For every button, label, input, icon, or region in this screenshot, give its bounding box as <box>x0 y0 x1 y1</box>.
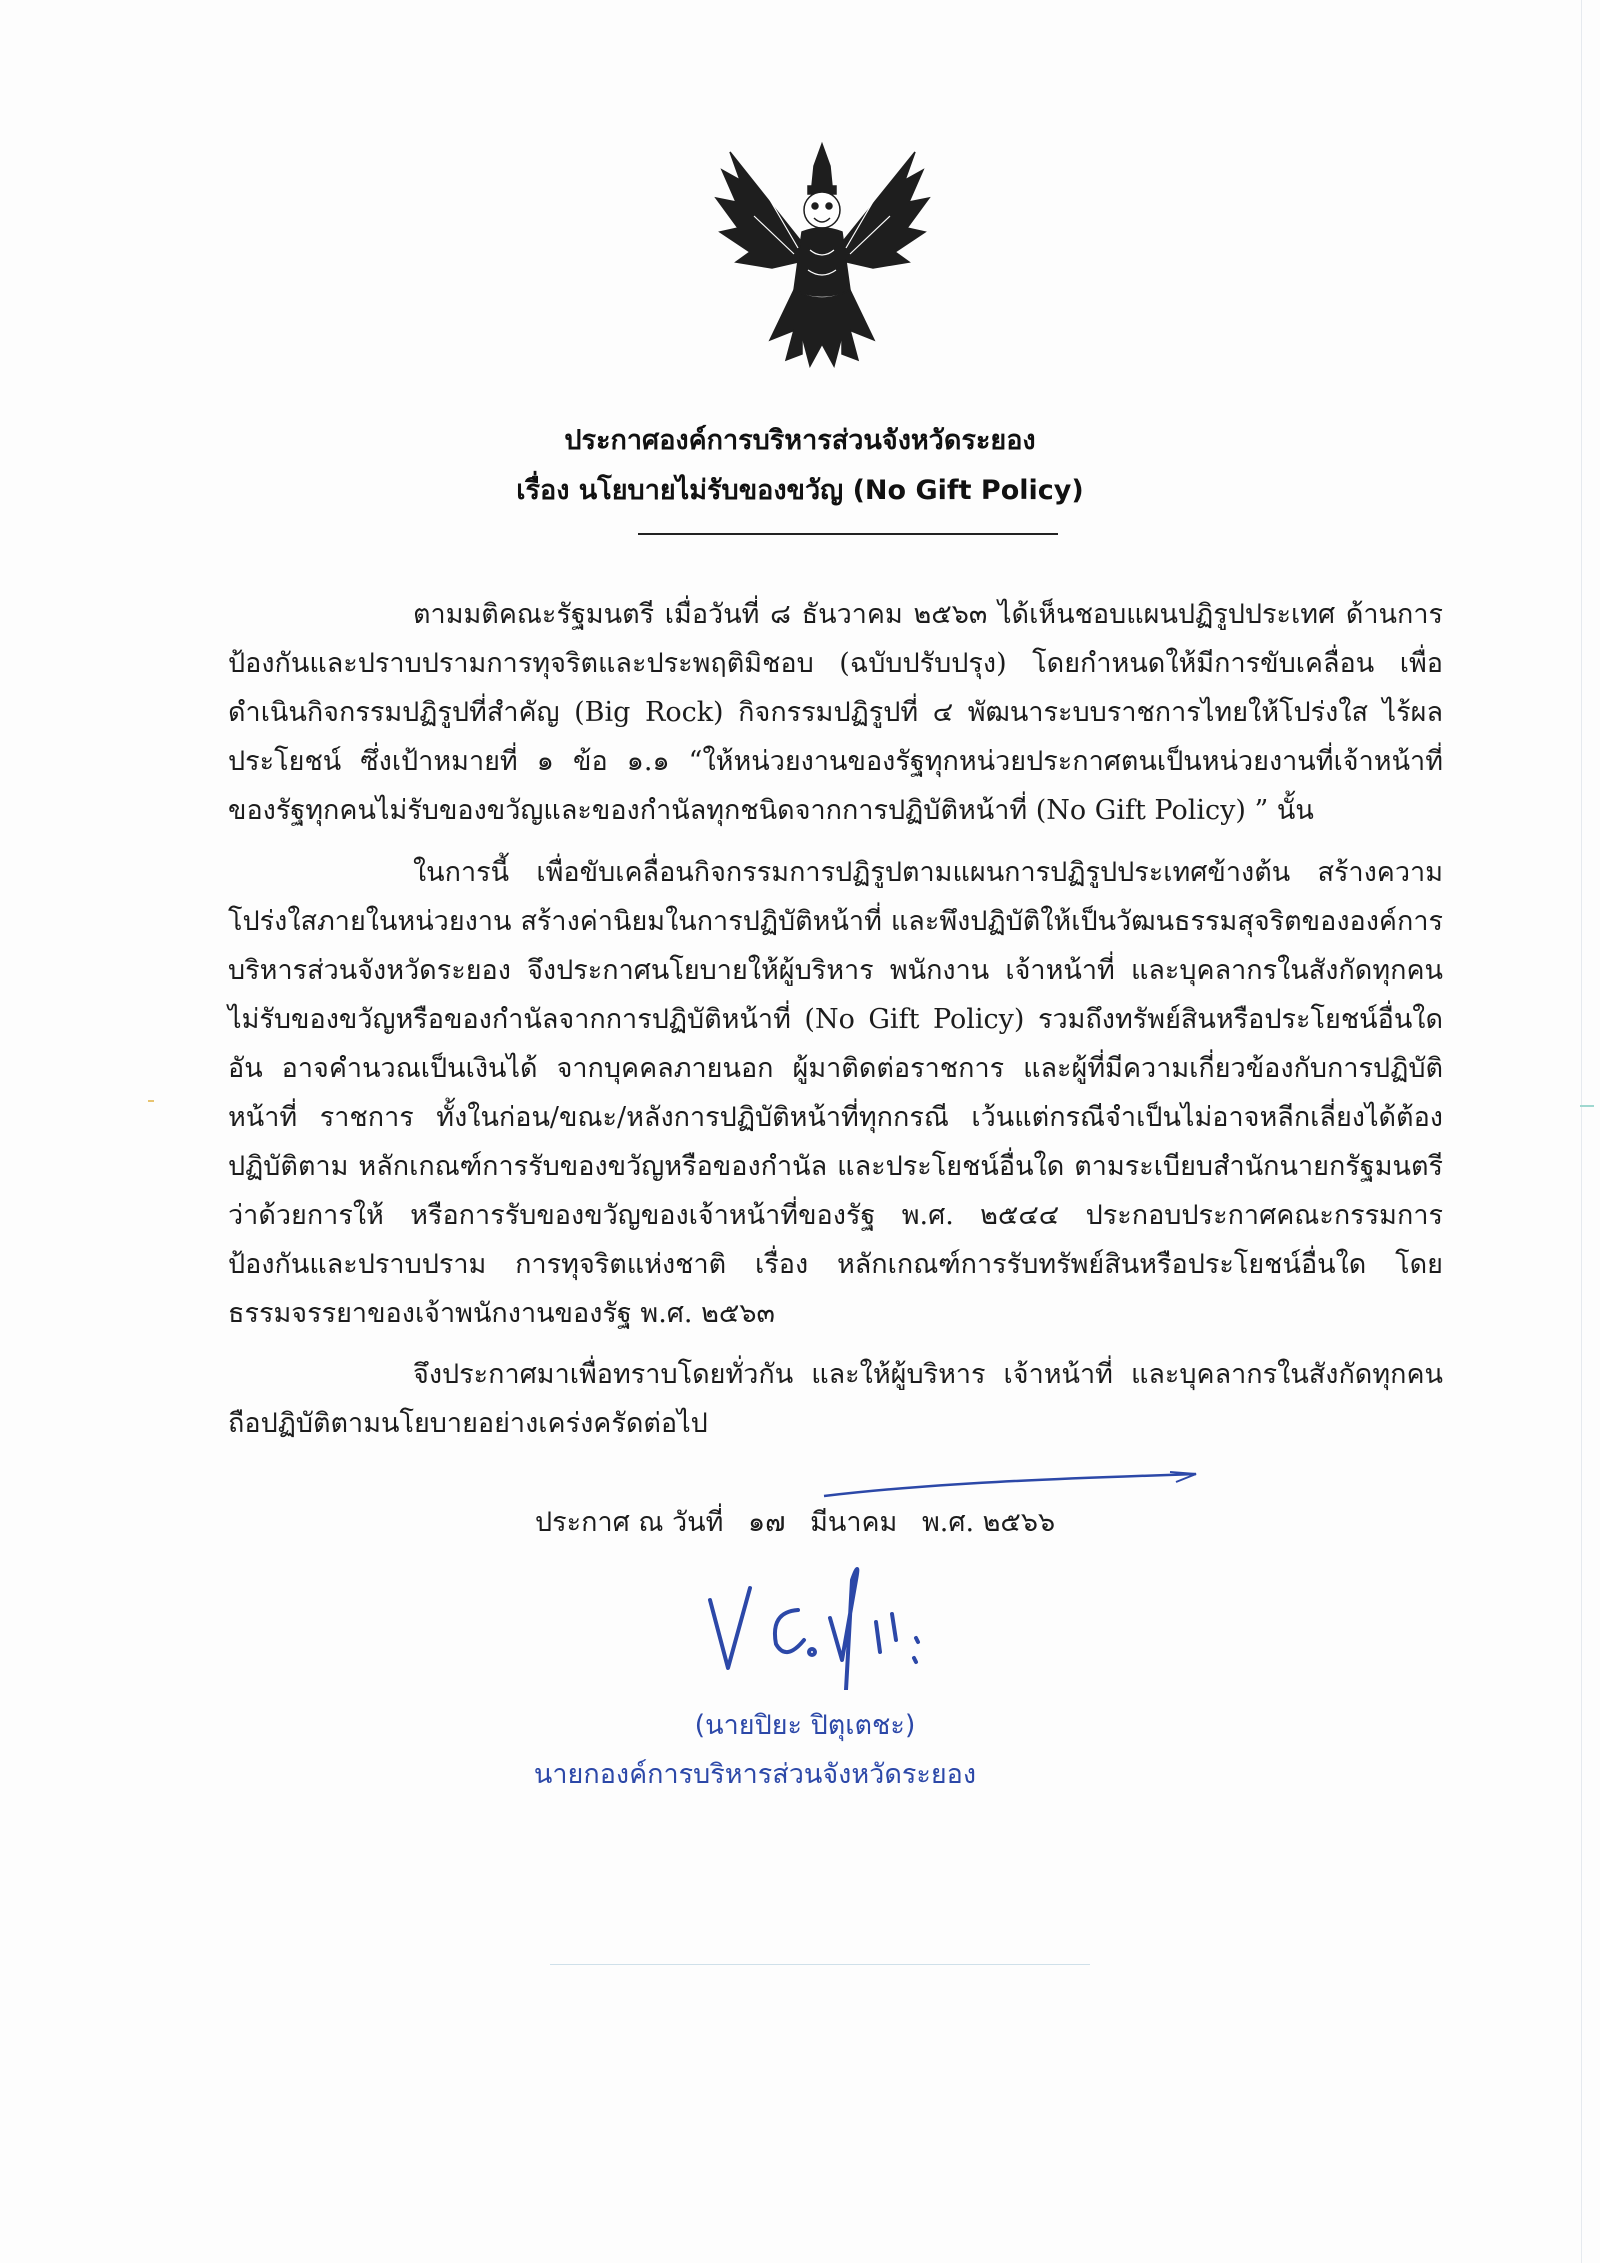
signatory-name: (นายปิยะ ปิตุเตชะ) <box>694 1710 916 1741</box>
announcement-title: ประกาศองค์การบริหารส่วนจังหวัดระยอง <box>564 425 1036 456</box>
date-pen-stroke <box>820 1470 1200 1500</box>
footer-divider <box>550 1964 1090 1965</box>
body-paragraph-2: ในการนี้ เพื่อขับเคลื่อนกิจกรรมการปฏิรูปตามแผนการปฏิรูปประเทศข้างต้น สร้างความ โปร่งใสภายในหน่วยงาน สร้างค่านิยมในการปฏิบัติหน้าที่ และพึงปฏิบัติให้เป็นวัฒนธรรมสุจริตขององค์การ บริหารส่วนจังหวัดระยอง จึงประกาศนโยบายให้ผู้บริหาร พนักงาน เจ้าหน้าที่ และบุคลากรในสังกัดทุกคน ไม่รับของขวัญหรือของกำนัลจากการปฏิบัติหน้าที่ (No Gift Policy) รวมถึงทรัพย์สินหรือประโยชน์อื่นใดอัน อาจคำนวณเป็นเงินได้ จากบุคคลภายนอก ผู้มาติดต่อราชการ และผู้ที่มีความเกี่ยวข้องกับการปฏิบัติหน้าที่ ราชการ ทั้งในก่อน/ขณะ/หลังการปฏิบัติหน้าที่ทุกกรณี เว้นแต่กรณีจำเป็นไม่อาจหลีกเลี่ยงได้ต้องปฏิบัติตาม หลักเกณฑ์การรับของขวัญหรือของกำนัล และประโยชน์อื่นใด ตามระเบียบสำนักนายกรัฐมนตรีว่าด้วยการให้ หรือการรับของขวัญของเจ้าหน้าที่ของรัฐ พ.ศ. ๒๕๔๔ ประกอบประกาศคณะกรรมการป้องกันและปราบปราม การทุจริตแห่งชาติ เรื่อง หลักเกณฑ์การรับทรัพย์สินหรือประโยชน์อื่นใด โดยธรรมจรรยาของเจ้าพนักงานของรัฐ พ.ศ. ๒๕๖๓ <box>228 857 1443 1329</box>
scan-edge-line <box>1581 0 1582 2263</box>
announcement-date <box>535 1500 1071 1543</box>
signatory-position: นายกองค์การบริหารส่วนจังหวัดระยอง <box>533 1759 977 1790</box>
announcement-subject: เรื่อง นโยบายไม่รับของขวัญ (No Gift Policy) <box>516 475 1084 506</box>
date-day: ๑๗ <box>748 1507 786 1538</box>
scan-margin-tick <box>148 1100 154 1102</box>
heading-divider <box>638 533 1058 535</box>
scan-margin-mark <box>1580 1105 1594 1107</box>
handwritten-signature <box>700 1540 970 1690</box>
body-paragraph-3: จึงประกาศมาเพื่อทราบโดยทั่วกัน และให้ผู้บริหาร เจ้าหน้าที่ และบุคลากรในสังกัดทุกคน ถือปฏิบัติตามนโยบายอย่างเคร่งครัดต่อไป <box>228 1359 1443 1439</box>
date-prefix: ประกาศ ณ วันที่ <box>535 1507 724 1538</box>
date-year: พ.ศ. ๒๕๖๖ <box>921 1507 1056 1538</box>
garuda-emblem-icon <box>710 140 935 380</box>
date-month: มีนาคม <box>810 1507 898 1538</box>
body-paragraph-1: ตามมติคณะรัฐมนตรี เมื่อวันที่ ๘ ธันวาคม ๒๕๖๓ ได้เห็นชอบแผนปฏิรูปประเทศ ด้านการป้องกันและปราบปรามการทุจริตและประพฤติมิชอบ (ฉบับปรับปรุง) โดยกำหนดให้มีการขับเคลื่อน เพื่อดำเนินกิจกรรมปฏิรูปที่สำคัญ (Big Rock) กิจกรรมปฏิรูปที่ ๔ พัฒนาระบบราชการไทยให้โปร่งใส ไร้ผลประโยชน์ ซึ่งเป้าหมายที่ ๑ ข้อ ๑.๑ “ให้หน่วยงานของรัฐทุกหน่วยประกาศตนเป็นหน่วยงานที่เจ้าหน้าที่ ของรัฐทุกคนไม่รับของขวัญและของกำนัลทุกชนิดจากการปฏิบัติหน้าที่ (No Gift Policy) ” นั้น <box>228 599 1443 826</box>
